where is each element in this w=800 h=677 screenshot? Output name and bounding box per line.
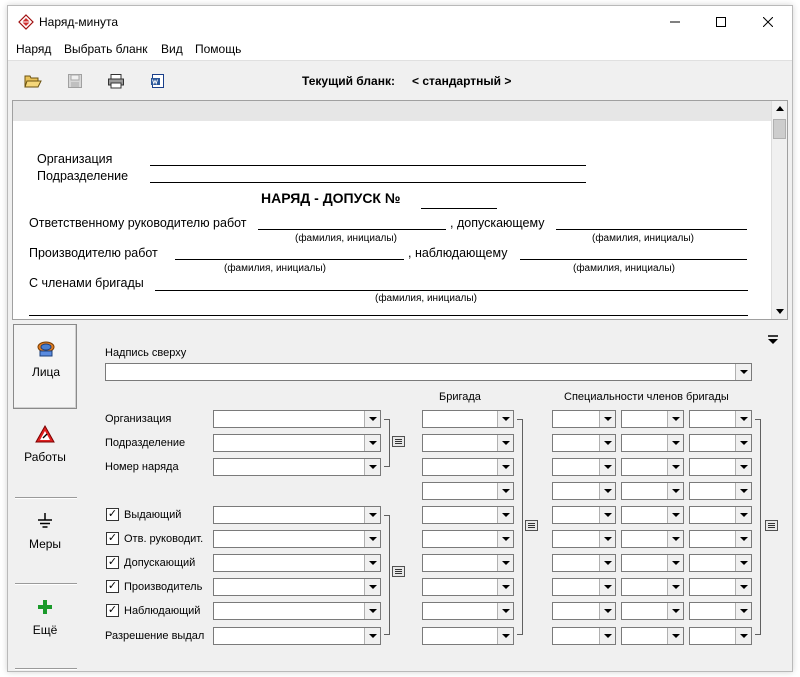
specialty-combo[interactable] <box>552 482 616 500</box>
group-bracket <box>755 419 761 635</box>
chevron-down-icon[interactable] <box>599 507 615 523</box>
menu-help[interactable]: Помощь <box>195 42 242 56</box>
chevron-down-icon[interactable] <box>667 555 683 571</box>
window-title: Наряд-минута <box>39 15 118 29</box>
brigade-combo[interactable] <box>422 627 514 645</box>
chevron-down-icon[interactable] <box>735 411 751 427</box>
brigade-combo[interactable] <box>422 530 514 548</box>
save-button[interactable] <box>65 71 85 91</box>
chevron-down-icon[interactable] <box>735 435 751 451</box>
tab-measures-label: Меры <box>28 537 62 551</box>
chevron-down-icon[interactable] <box>364 459 380 475</box>
field-label: Организация <box>105 413 172 425</box>
doc-org-label: Организация <box>37 152 113 166</box>
specialty-combo[interactable] <box>552 627 616 645</box>
field-combo[interactable] <box>213 578 381 596</box>
chevron-down-icon[interactable] <box>667 531 683 547</box>
list-button-icon[interactable] <box>392 566 406 578</box>
export-word-button[interactable] <box>148 71 168 91</box>
chevron-down-icon[interactable] <box>667 411 683 427</box>
maximize-button[interactable] <box>698 6 744 38</box>
scroll-up-icon[interactable] <box>772 101 788 117</box>
list-button-icon[interactable] <box>765 520 779 532</box>
field-label: Выдающий <box>124 509 182 521</box>
chevron-down-icon[interactable] <box>497 435 513 451</box>
scroll-down-icon[interactable] <box>772 303 788 319</box>
specialty-combo[interactable] <box>552 602 616 620</box>
doc-producer-line <box>175 259 404 260</box>
chevron-down-icon[interactable] <box>497 507 513 523</box>
toolbar <box>8 60 792 100</box>
ground-icon <box>35 511 55 531</box>
warning-icon <box>35 424 55 444</box>
specialty-combo[interactable] <box>689 602 752 620</box>
brigade-combo[interactable] <box>422 410 514 428</box>
specialty-combo[interactable] <box>689 578 752 596</box>
tab-works-label: Работы <box>24 450 66 464</box>
group-bracket <box>517 419 523 635</box>
document-top-band <box>13 101 773 121</box>
doc-hint-admit: (фамилия, инициалы) <box>592 233 694 244</box>
top-caption-combo[interactable] <box>105 363 752 381</box>
chevron-down-icon[interactable] <box>364 531 380 547</box>
form-panel <box>8 322 792 671</box>
chevron-down-icon[interactable] <box>667 459 683 475</box>
chevron-down-icon[interactable] <box>667 507 683 523</box>
field-label: Подразделение <box>105 437 186 449</box>
chevron-down-icon[interactable] <box>667 483 683 499</box>
minimize-icon <box>670 17 680 27</box>
chevron-down-icon[interactable] <box>497 411 513 427</box>
brigade-combo[interactable] <box>422 578 514 596</box>
specialty-combo[interactable] <box>621 434 684 452</box>
specialty-combo[interactable] <box>552 434 616 452</box>
chevron-down-icon[interactable] <box>497 603 513 619</box>
group-bracket <box>384 515 390 635</box>
tab-works[interactable] <box>13 410 77 495</box>
top-caption-label: Надпись сверху <box>105 347 187 359</box>
chevron-down-icon[interactable] <box>667 628 683 644</box>
chevron-down-icon[interactable] <box>667 579 683 595</box>
chevron-down-icon[interactable] <box>599 483 615 499</box>
specialty-combo[interactable] <box>689 627 752 645</box>
chevron-down-icon[interactable] <box>364 411 380 427</box>
chevron-down-icon[interactable] <box>667 603 683 619</box>
specialty-combo[interactable] <box>689 410 752 428</box>
doc-members-line <box>155 290 748 291</box>
chevron-down-icon[interactable] <box>599 603 615 619</box>
field-combo[interactable] <box>213 530 381 548</box>
open-folder-icon <box>24 73 42 89</box>
printer-icon <box>107 73 125 89</box>
field-combo[interactable] <box>213 602 381 620</box>
current-blank-label: Текущий бланк: <box>302 74 395 88</box>
brigade-header: Бригада <box>439 391 481 403</box>
specialty-combo[interactable] <box>621 458 684 476</box>
chevron-down-icon[interactable] <box>599 531 615 547</box>
specialty-combo[interactable] <box>552 578 616 596</box>
doc-hint-producer: (фамилия, инициалы) <box>224 263 326 274</box>
tab-separator <box>15 668 77 670</box>
specialty-combo[interactable] <box>552 530 616 548</box>
word-document-icon <box>150 73 166 89</box>
brigade-combo[interactable] <box>422 482 514 500</box>
doc-number-line <box>421 208 497 209</box>
print-button[interactable] <box>106 71 126 91</box>
doc-producer-label: Производителю работ <box>29 246 158 260</box>
chevron-down-icon[interactable] <box>497 579 513 595</box>
document-preview[interactable] <box>12 100 788 320</box>
brigade-combo[interactable] <box>422 602 514 620</box>
specialty-combo[interactable] <box>621 410 684 428</box>
field-label: Отв. руководит. <box>124 533 204 545</box>
chevron-down-icon[interactable] <box>497 459 513 475</box>
collapse-panel-icon[interactable] <box>766 334 780 346</box>
field-combo[interactable] <box>213 627 381 645</box>
field-label: Номер наряда <box>105 461 179 473</box>
brigade-combo[interactable] <box>422 458 514 476</box>
people-icon <box>36 339 56 359</box>
specialty-combo[interactable] <box>552 458 616 476</box>
specialty-combo[interactable] <box>689 554 752 572</box>
doc-subdiv-label: Подразделение <box>37 169 129 183</box>
save-disk-icon <box>67 73 83 89</box>
specialty-combo[interactable] <box>621 482 684 500</box>
doc-hint-members: (фамилия, инициалы) <box>375 293 477 304</box>
chevron-down-icon[interactable] <box>735 579 751 595</box>
doc-observer-label: , наблюдающему <box>408 246 508 260</box>
chevron-down-icon[interactable] <box>735 459 751 475</box>
specialties-header: Специальности членов бригады <box>564 391 729 403</box>
chevron-down-icon[interactable] <box>735 364 751 380</box>
field-label: Допускающий <box>124 557 196 569</box>
chevron-down-icon[interactable] <box>364 507 380 523</box>
list-button-icon[interactable] <box>525 520 539 532</box>
menu-select-blank[interactable]: Выбрать бланк <box>64 42 148 56</box>
plus-icon <box>35 597 55 617</box>
tab-more-label: Ещё <box>32 623 58 637</box>
tab-persons[interactable] <box>13 324 77 409</box>
field-checkbox[interactable]: ✓ <box>107 532 118 544</box>
chevron-down-icon[interactable] <box>735 603 751 619</box>
group-bracket <box>384 419 390 467</box>
chevron-down-icon[interactable] <box>599 411 615 427</box>
chevron-down-icon[interactable] <box>364 579 380 595</box>
chevron-down-icon[interactable] <box>364 555 380 571</box>
field-label: Производитель <box>124 581 203 593</box>
field-combo[interactable] <box>213 554 381 572</box>
chevron-down-icon[interactable] <box>735 531 751 547</box>
minimize-button[interactable] <box>652 6 698 38</box>
open-button[interactable] <box>23 71 43 91</box>
doc-members-label: С членами бригады <box>29 276 144 290</box>
chevron-down-icon[interactable] <box>364 628 380 644</box>
document-scrollbar[interactable] <box>771 101 787 319</box>
brigade-combo[interactable] <box>422 434 514 452</box>
doc-org-line <box>150 165 586 166</box>
specialty-combo[interactable] <box>552 506 616 524</box>
field-combo[interactable] <box>213 410 381 428</box>
specialty-combo[interactable] <box>621 578 684 596</box>
specialty-combo[interactable] <box>689 482 752 500</box>
chevron-down-icon[interactable] <box>599 459 615 475</box>
field-checkbox[interactable]: ✓ <box>107 556 118 568</box>
field-combo[interactable] <box>213 458 381 476</box>
tab-measures[interactable] <box>13 497 77 582</box>
specialty-combo[interactable] <box>621 530 684 548</box>
specialty-combo[interactable] <box>689 530 752 548</box>
chevron-down-icon[interactable] <box>735 628 751 644</box>
specialty-combo[interactable] <box>689 506 752 524</box>
field-label: Разрешение выдал <box>105 630 205 642</box>
doc-hint-resp: (фамилия, инициалы) <box>295 233 397 244</box>
tab-persons-label: Лица <box>31 365 61 379</box>
field-checkbox[interactable]: ✓ <box>107 604 118 616</box>
chevron-down-icon[interactable] <box>599 628 615 644</box>
doc-subdiv-line <box>150 182 586 183</box>
current-blank-value[interactable]: < стандартный > <box>412 74 512 88</box>
title-bar <box>8 6 792 38</box>
specialty-combo[interactable] <box>621 627 684 645</box>
field-checkbox[interactable]: ✓ <box>107 508 118 520</box>
chevron-down-icon[interactable] <box>497 531 513 547</box>
app-logo-icon <box>18 14 34 30</box>
scroll-thumb[interactable] <box>773 119 786 139</box>
doc-members-line-2 <box>29 315 748 316</box>
chevron-down-icon[interactable] <box>497 555 513 571</box>
specialty-combo[interactable] <box>621 506 684 524</box>
chevron-down-icon[interactable] <box>497 628 513 644</box>
chevron-down-icon[interactable] <box>599 555 615 571</box>
chevron-down-icon[interactable] <box>735 507 751 523</box>
doc-observer-line <box>520 259 747 260</box>
chevron-down-icon[interactable] <box>667 435 683 451</box>
field-label: Наблюдающий <box>124 605 201 617</box>
doc-admit-label: , допускающему <box>450 216 545 230</box>
tab-more[interactable] <box>13 583 77 668</box>
chevron-down-icon[interactable] <box>735 483 751 499</box>
menu-view[interactable]: Вид <box>161 42 183 56</box>
doc-heading: НАРЯД - ДОПУСК № <box>261 190 401 206</box>
menu-naryad[interactable]: Наряд <box>16 42 52 56</box>
chevron-down-icon[interactable] <box>497 483 513 499</box>
close-button[interactable] <box>745 6 791 38</box>
doc-hint-observer: (фамилия, инициалы) <box>573 263 675 274</box>
chevron-down-icon[interactable] <box>364 603 380 619</box>
maximize-icon <box>716 17 726 27</box>
menu-bar <box>8 38 792 60</box>
doc-resp-label: Ответственному руководителю работ <box>29 216 247 230</box>
doc-admit-line <box>556 229 747 230</box>
brigade-combo[interactable] <box>422 506 514 524</box>
chevron-down-icon[interactable] <box>599 579 615 595</box>
field-checkbox[interactable]: ✓ <box>107 580 118 592</box>
chevron-down-icon[interactable] <box>364 435 380 451</box>
specialty-combo[interactable] <box>621 602 684 620</box>
specialty-combo[interactable] <box>552 410 616 428</box>
specialty-combo[interactable] <box>552 554 616 572</box>
close-icon <box>763 17 773 27</box>
list-button-icon[interactable] <box>392 436 406 448</box>
field-combo[interactable] <box>213 506 381 524</box>
brigade-combo[interactable] <box>422 554 514 572</box>
chevron-down-icon[interactable] <box>735 555 751 571</box>
doc-resp-line <box>258 229 446 230</box>
field-combo[interactable] <box>213 434 381 452</box>
chevron-down-icon[interactable] <box>599 435 615 451</box>
app-window <box>7 5 793 672</box>
specialty-combo[interactable] <box>689 458 752 476</box>
specialty-combo[interactable] <box>689 434 752 452</box>
specialty-combo[interactable] <box>621 554 684 572</box>
